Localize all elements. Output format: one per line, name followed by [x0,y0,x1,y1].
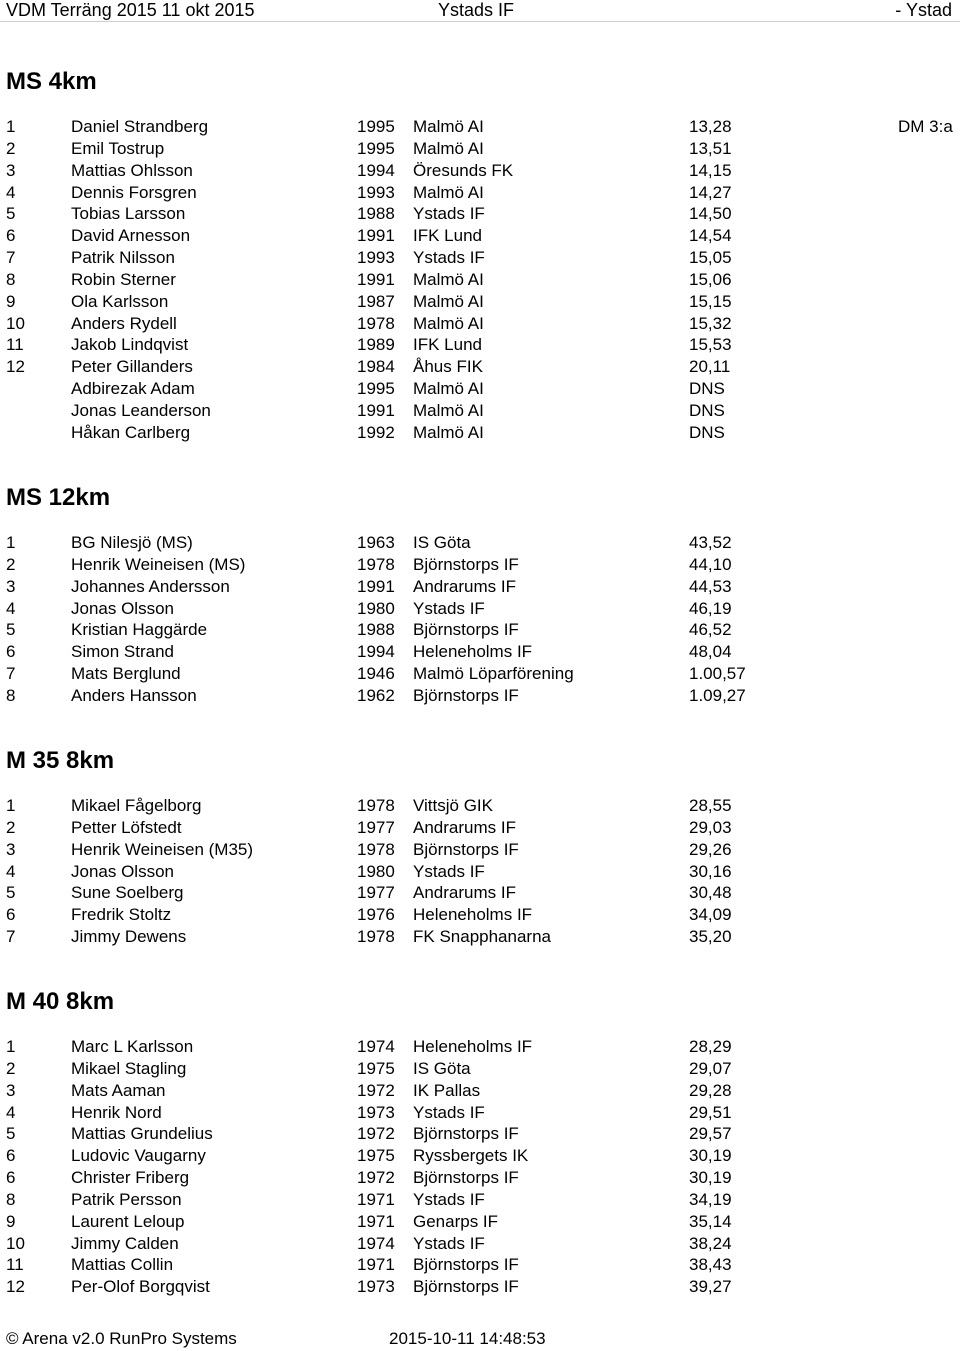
page-footer [0,1329,960,1351]
position-cell: 9 [6,1211,16,1231]
position-cell: 2 [6,1058,16,1078]
club-cell: Malmö AI [413,422,484,442]
table-row [0,356,960,378]
club-cell: Björnstorps IF [413,1168,519,1188]
club-cell: Ystads IF [413,861,485,881]
club-cell: Heleneholms IF [413,642,533,662]
position-cell: 2 [6,554,16,574]
table-row [0,225,960,247]
time-cell: 13,28 [689,117,732,136]
club-cell: Ystads IF [413,204,485,224]
time-cell: 35,20 [689,927,732,947]
birth-year-cell: 1995 [357,379,395,399]
table-row [0,160,960,182]
position-cell: 4 [6,598,16,618]
table-row [0,1254,960,1276]
position-cell: 12 [6,1277,25,1297]
position-cell: 1 [6,117,16,136]
position-cell: 2 [6,817,16,837]
table-row [0,576,960,598]
club-cell: Björnstorps IF [413,554,519,574]
position-cell: 10 [6,313,25,333]
athlete-name-cell: Emil Tostrup [71,138,165,158]
time-cell: 44,10 [689,554,732,574]
athlete-name-cell: Jonas Olsson [71,598,174,618]
section-title: M 40 8km [6,988,115,1015]
table-row [0,400,960,422]
time-cell: 20,11 [689,357,731,377]
table-row [0,1276,960,1298]
birth-year-cell: 1988 [357,204,395,224]
position-cell: 2 [6,138,16,158]
club-cell: Malmö AI [413,117,484,136]
club-cell: Malmö AI [413,291,484,311]
athlete-name-cell: Jonas Leanderson [71,400,211,420]
athlete-name-cell: Håkan Carlberg [71,422,191,442]
birth-year-cell: 1971 [357,1255,395,1275]
position-cell: 12 [6,357,25,377]
position-cell: 6 [6,905,16,925]
athlete-name-cell: Patrik Nilsson [71,248,175,268]
athlete-name-cell: Patrik Persson [71,1189,182,1209]
athlete-name-cell: Mattias Grundelius [71,1124,213,1144]
table-row [0,1080,960,1102]
time-cell: 46,19 [689,598,732,618]
position-cell: 3 [6,839,16,859]
time-cell: 29,26 [689,839,732,859]
table-row [0,291,960,313]
birth-year-cell: 1991 [357,400,395,420]
birth-year-cell: 1978 [357,796,395,815]
position-cell: 6 [6,1146,16,1166]
athlete-name-cell: Ludovic Vaugarny [71,1146,206,1166]
time-cell: 29,51 [689,1102,732,1122]
club-cell: Björnstorps IF [413,620,519,640]
birth-year-cell: 1978 [357,839,395,859]
position-cell: 7 [6,927,16,947]
table-row [0,422,960,444]
note-cell: DM 3:a [898,117,953,136]
time-cell: 43,52 [689,533,732,552]
birth-year-cell: 1991 [357,269,395,289]
table-row [0,116,960,138]
club-cell: Malmö AI [413,379,484,399]
athlete-name-cell: Robin Sterner [71,269,176,289]
position-cell: 4 [6,182,16,202]
birth-year-cell: 1993 [357,248,395,268]
club-cell: Ystads IF [413,1189,485,1209]
table-row [0,1233,960,1255]
position-cell: 3 [6,576,16,596]
software-credit: © Arena v2.0 RunPro Systems [6,1329,237,1348]
birth-year-cell: 1974 [357,1233,395,1253]
time-cell: 14,15 [689,160,732,180]
club-cell: Malmö AI [413,138,484,158]
position-cell: 8 [6,1189,16,1209]
position-cell: 9 [6,291,16,311]
birth-year-cell: 1971 [357,1189,395,1209]
athlete-name-cell: Anders Hansson [71,685,197,705]
birth-year-cell: 1994 [357,642,395,662]
table-row [0,795,960,817]
position-cell: 5 [6,204,16,224]
athlete-name-cell: Mats Berglund [71,664,181,684]
time-cell: 35,14 [689,1211,732,1231]
birth-year-cell: 1988 [357,620,395,640]
athlete-name-cell: Sune Soelberg [71,883,184,903]
birth-year-cell: 1977 [357,883,395,903]
club-cell: Malmö AI [413,182,484,202]
club-cell: Malmö AI [413,269,484,289]
club-cell: Åhus FIK [413,357,483,377]
athlete-name-cell: Fredrik Stoltz [71,905,172,925]
club-cell: IS Göta [413,1058,471,1078]
athlete-name-cell: Mattias Ohlsson [71,160,193,180]
athlete-name-cell: Mattias Collin [71,1255,174,1275]
athlete-name-cell: Henrik Weineisen (MS) [71,554,246,574]
position-cell: 7 [6,248,16,268]
birth-year-cell: 1993 [357,182,395,202]
athlete-name-cell: Dennis Forsgren [71,182,197,202]
club-cell: Andrarums IF [413,817,516,837]
table-row [0,269,960,291]
club-cell: FK Snapphanarna [413,927,551,947]
time-cell: 15,53 [689,335,732,355]
time-cell: 29,03 [689,817,732,837]
club-cell: Björnstorps IF [413,685,519,705]
club-cell: Ystads IF [413,248,485,268]
birth-year-cell: 1978 [357,554,395,574]
club-cell: Andrarums IF [413,883,516,903]
position-cell: 8 [6,269,16,289]
page-header [0,0,960,22]
club-cell: Andrarums IF [413,576,516,596]
section-title: MS 12km [6,484,111,511]
birth-year-cell: 1995 [357,138,395,158]
athlete-name-cell: Johannes Andersson [71,576,230,596]
birth-year-cell: 1980 [357,861,395,881]
position-cell: 1 [6,796,16,815]
position-cell: 6 [6,642,16,662]
club-cell: IFK Lund [413,226,482,246]
position-cell: 11 [6,335,24,355]
athlete-name-cell: Laurent Leloup [71,1211,185,1231]
event-title: VDM Terräng 2015 11 okt 2015 [6,0,255,20]
table-row [0,378,960,400]
time-cell: 38,43 [689,1255,732,1275]
club-cell: Björnstorps IF [413,1124,519,1144]
position-cell: 5 [6,1124,16,1144]
time-cell: 39,27 [689,1277,732,1297]
birth-year-cell: 1975 [357,1058,395,1078]
section-title: MS 4km [6,68,97,95]
table-row [0,685,960,707]
club-cell: Vittsjö GIK [413,796,493,815]
table-row [0,882,960,904]
athlete-name-cell: Simon Strand [71,642,174,662]
birth-year-cell: 1991 [357,226,395,246]
position-cell: 6 [6,1168,16,1188]
table-row [0,904,960,926]
time-cell: 38,24 [689,1233,732,1253]
results-table [0,116,960,444]
athlete-name-cell: Jimmy Calden [71,1233,179,1253]
time-cell: 13,51 [689,138,732,158]
table-row [0,532,960,554]
birth-year-cell: 1978 [357,313,395,333]
birth-year-cell: 1973 [357,1277,395,1297]
time-cell: 34,19 [689,1189,732,1209]
time-cell: 29,57 [689,1124,732,1144]
position-cell: 5 [6,620,16,640]
athlete-name-cell: BG Nilesjö (MS) [71,533,193,552]
birth-year-cell: 1994 [357,160,395,180]
time-cell: DNS [689,422,725,442]
table-row [0,554,960,576]
club-cell: Ystads IF [413,1102,485,1122]
club-cell: Heleneholms IF [413,1037,533,1056]
birth-year-cell: 1992 [357,422,395,442]
position-cell: 3 [6,1080,16,1100]
birth-year-cell: 1987 [357,291,395,311]
time-cell: 48,04 [689,642,732,662]
time-cell: 15,32 [689,313,732,333]
athlete-name-cell: Ola Karlsson [71,291,169,311]
birth-year-cell: 1978 [357,927,395,947]
birth-year-cell: 1973 [357,1102,395,1122]
time-cell: 30,48 [689,883,732,903]
table-row [0,1167,960,1189]
athlete-name-cell: Mikael Fågelborg [71,796,202,815]
section-title: M 35 8km [6,747,115,774]
table-row [0,641,960,663]
table-row [0,1211,960,1233]
athlete-name-cell: Jonas Olsson [71,861,174,881]
club-cell: Ystads IF [413,598,485,618]
birth-year-cell: 1980 [357,598,395,618]
table-row [0,861,960,883]
table-row [0,598,960,620]
athlete-name-cell: Henrik Weineisen (M35) [71,839,254,859]
time-cell: 14,54 [689,226,732,246]
athlete-name-cell: Peter Gillanders [71,357,193,377]
athlete-name-cell: Per-Olof Borgqvist [71,1277,210,1297]
table-row [0,1058,960,1080]
birth-year-cell: 1972 [357,1080,395,1100]
time-cell: 44,53 [689,576,732,596]
position-cell: 5 [6,883,16,903]
results-table [0,795,960,948]
athlete-name-cell: Mikael Stagling [71,1058,187,1078]
organizer-name: Ystads IF [438,0,515,20]
birth-year-cell: 1972 [357,1168,395,1188]
athlete-name-cell: Tobias Larsson [71,204,186,224]
club-cell: Ystads IF [413,1233,485,1253]
time-cell: 29,28 [689,1080,732,1100]
table-row [0,619,960,641]
birth-year-cell: 1977 [357,817,395,837]
birth-year-cell: 1995 [357,117,395,136]
position-cell: 1 [6,1037,16,1056]
time-cell: 28,55 [689,796,732,815]
table-row [0,1189,960,1211]
header-divider [0,21,960,22]
athlete-name-cell: Jakob Lindqvist [71,335,189,355]
club-cell: Björnstorps IF [413,1255,519,1275]
athlete-name-cell: David Arnesson [71,226,191,246]
birth-year-cell: 1975 [357,1146,395,1166]
table-row [0,1145,960,1167]
position-cell: 11 [6,1255,24,1275]
club-cell: Björnstorps IF [413,839,519,859]
table-row [0,313,960,335]
event-location: - Ystad [895,0,952,20]
time-cell: 34,09 [689,905,732,925]
athlete-name-cell: Daniel Strandberg [71,117,209,136]
time-cell: 30,19 [689,1146,732,1166]
table-row [0,1102,960,1124]
time-cell: 1.00,57 [689,664,746,684]
athlete-name-cell: Christer Friberg [71,1168,190,1188]
time-cell: 15,05 [689,248,732,268]
club-cell: IK Pallas [413,1080,481,1100]
club-cell: Heleneholms IF [413,905,533,925]
results-table [0,1036,960,1298]
birth-year-cell: 1963 [357,533,395,552]
print-timestamp: 2015-10-11 14:48:53 [389,1329,546,1348]
birth-year-cell: 1946 [357,664,395,684]
time-cell: 14,50 [689,204,732,224]
birth-year-cell: 1989 [357,335,395,355]
time-cell: 15,06 [689,269,732,289]
club-cell: Malmö AI [413,313,484,333]
time-cell: 30,19 [689,1168,732,1188]
time-cell: 30,16 [689,861,732,881]
table-row [0,663,960,685]
position-cell: 3 [6,160,16,180]
athlete-name-cell: Adbirezak Adam [71,379,195,399]
birth-year-cell: 1972 [357,1124,395,1144]
athlete-name-cell: Jimmy Dewens [71,927,187,947]
position-cell: 10 [6,1233,25,1253]
time-cell: DNS [689,400,725,420]
table-row [0,817,960,839]
time-cell: 1.09,27 [689,685,746,705]
time-cell: DNS [689,379,725,399]
results-table [0,532,960,707]
table-row [0,182,960,204]
athlete-name-cell: Petter Löfstedt [71,817,182,837]
club-cell: IS Göta [413,533,471,552]
club-cell: Ryssbergets IK [413,1146,529,1166]
club-cell: Malmö AI [413,400,484,420]
position-cell: 4 [6,1102,16,1122]
table-row [0,839,960,861]
club-cell: IFK Lund [413,335,482,355]
position-cell: 8 [6,685,16,705]
athlete-name-cell: Mats Aaman [71,1080,166,1100]
club-cell: Öresunds FK [413,160,514,180]
club-cell: Genarps IF [413,1211,499,1231]
time-cell: 28,29 [689,1037,732,1056]
birth-year-cell: 1962 [357,685,395,705]
birth-year-cell: 1971 [357,1211,395,1231]
position-cell: 7 [6,664,16,684]
athlete-name-cell: Marc L Karlsson [71,1037,194,1056]
birth-year-cell: 1984 [357,357,395,377]
table-row [0,1036,960,1058]
birth-year-cell: 1976 [357,905,395,925]
birth-year-cell: 1991 [357,576,395,596]
table-row [0,203,960,225]
athlete-name-cell: Kristian Haggärde [71,620,208,640]
table-row [0,138,960,160]
table-row [0,1123,960,1145]
time-cell: 15,15 [689,291,732,311]
club-cell: Malmö Löparförening [413,664,574,684]
table-row [0,334,960,356]
athlete-name-cell: Henrik Nord [71,1102,162,1122]
table-row [0,247,960,269]
position-cell: 1 [6,533,16,552]
time-cell: 46,52 [689,620,732,640]
club-cell: Björnstorps IF [413,1277,519,1297]
time-cell: 14,27 [689,182,732,202]
position-cell: 6 [6,226,16,246]
birth-year-cell: 1974 [357,1037,395,1056]
time-cell: 29,07 [689,1058,732,1078]
athlete-name-cell: Anders Rydell [71,313,177,333]
position-cell: 4 [6,861,16,881]
table-row [0,926,960,948]
